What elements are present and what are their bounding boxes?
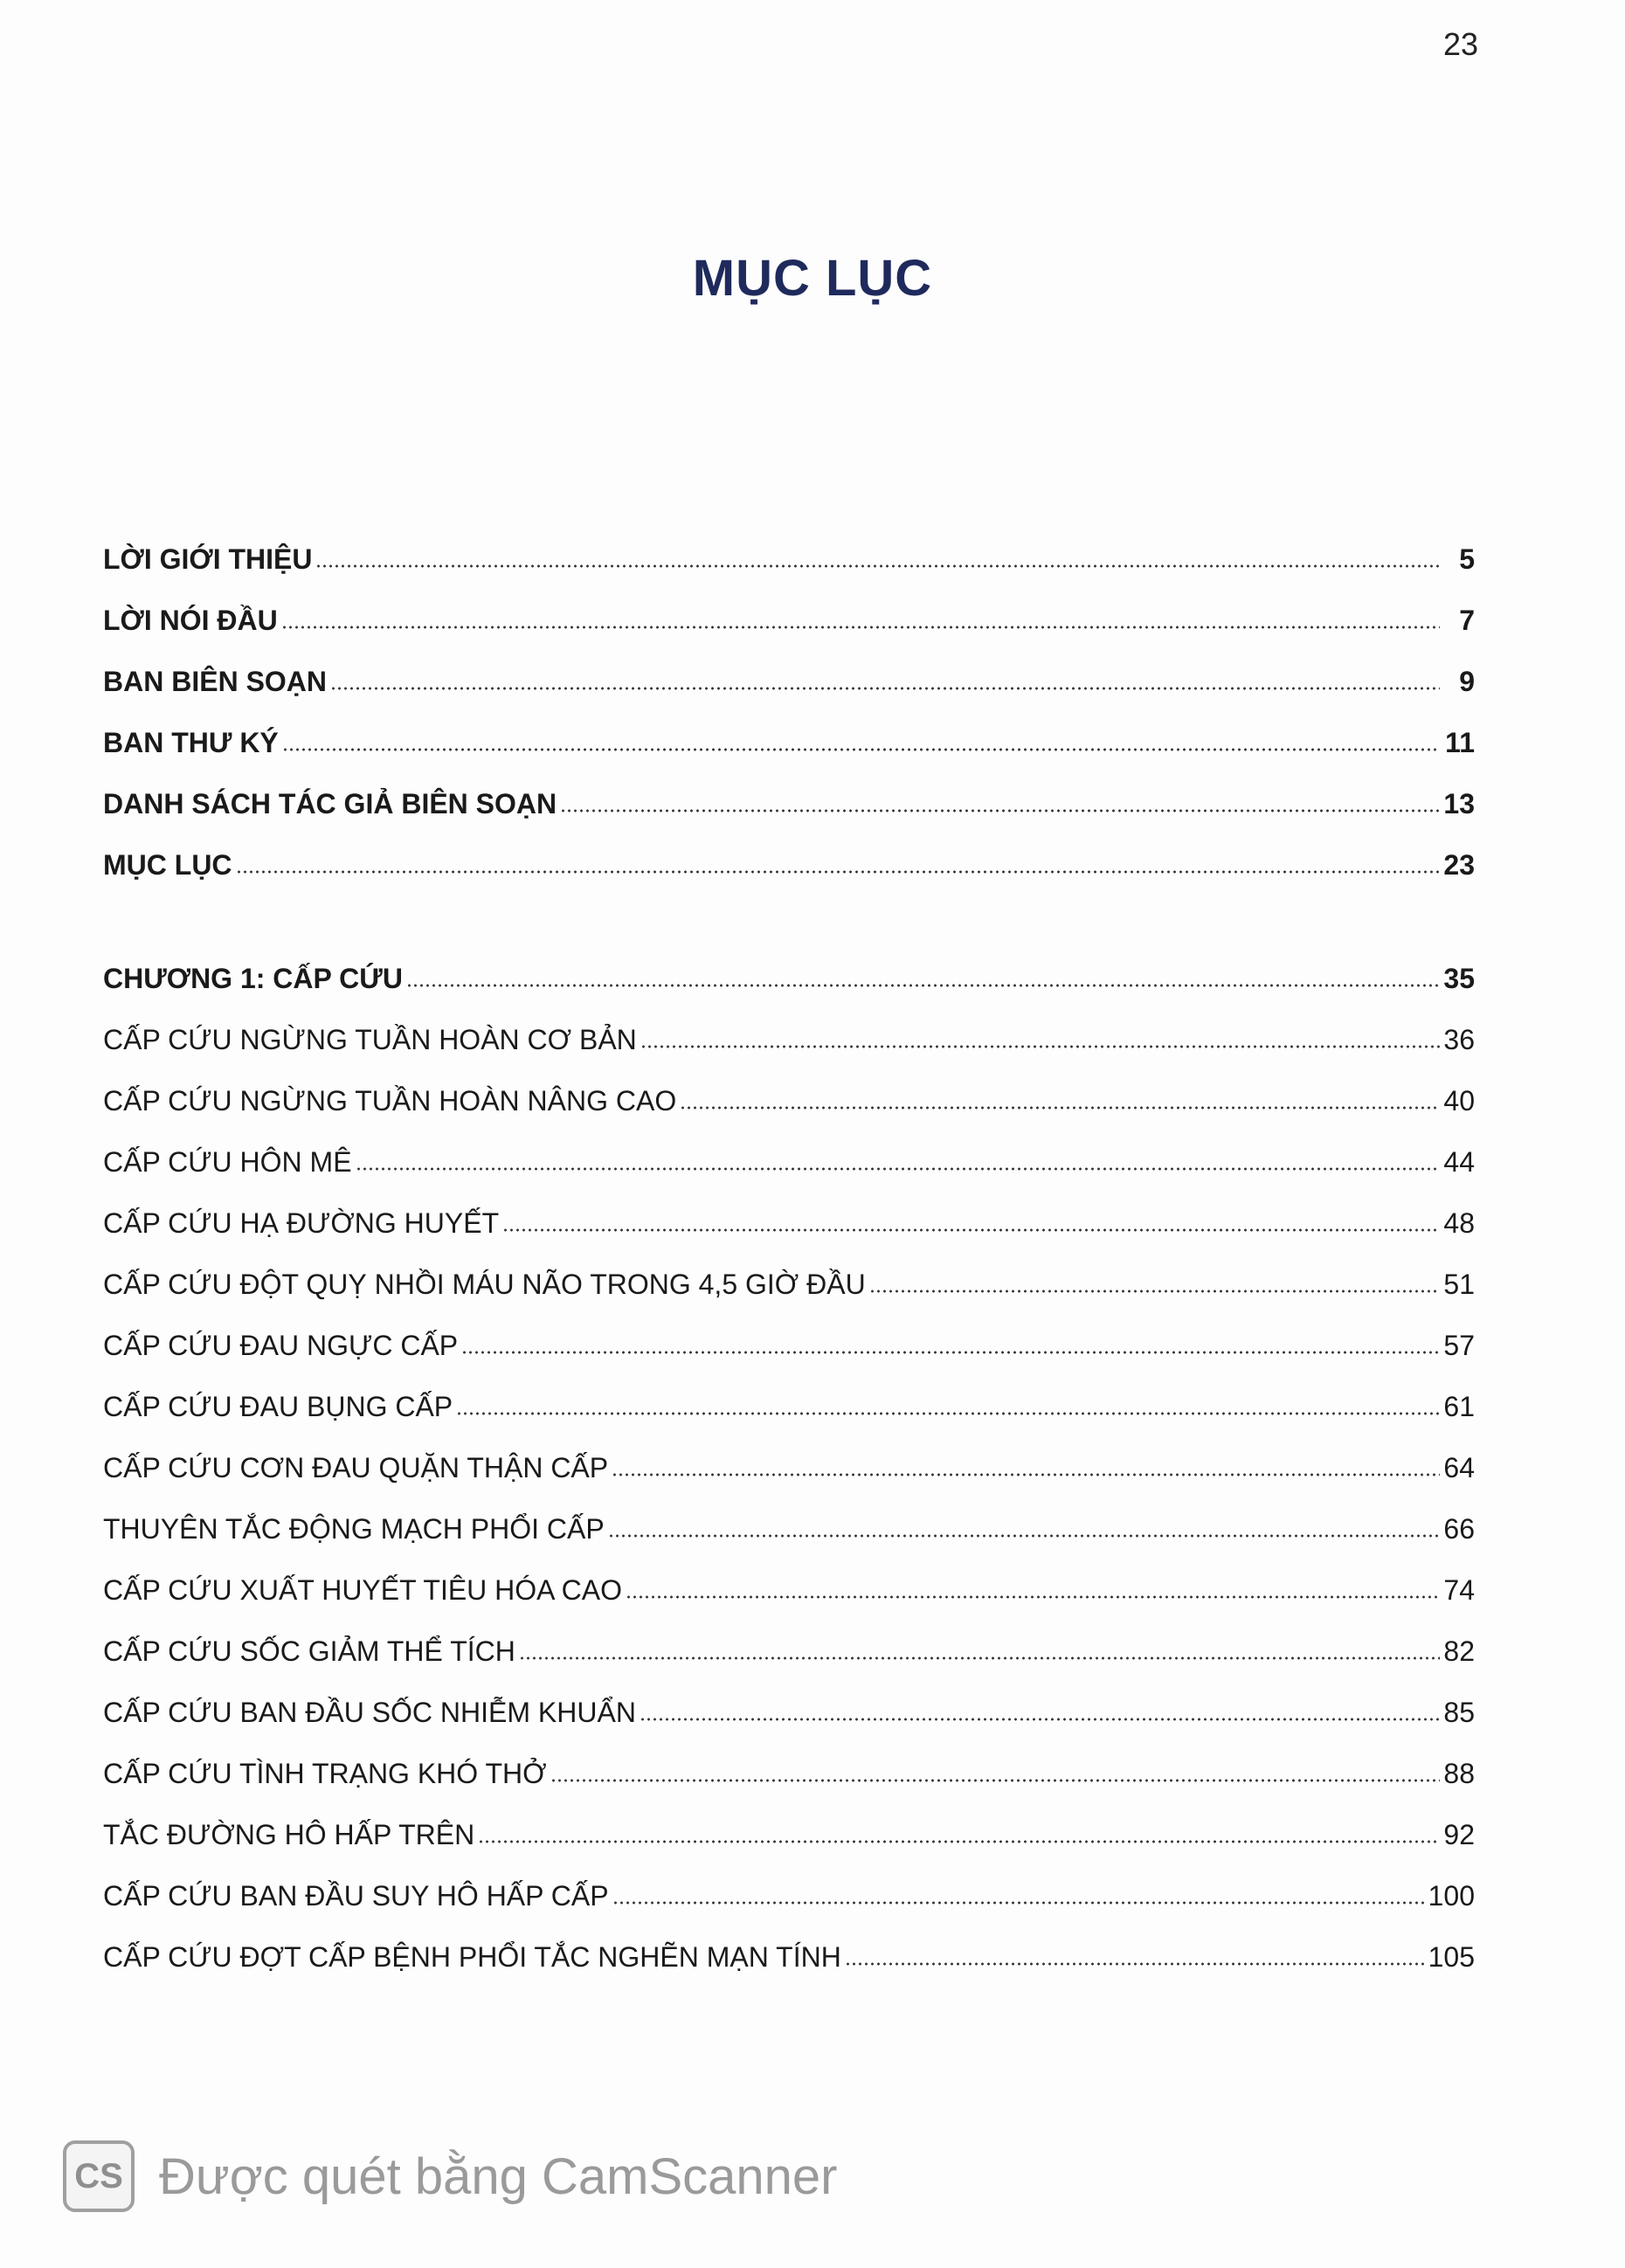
toc-entry-page: 44 (1443, 1146, 1475, 1178)
toc-entry[interactable] (103, 1363, 1475, 1424)
dot-leader (612, 1899, 1425, 1906)
scanner-watermark (63, 2140, 838, 2212)
toc-entry[interactable] (103, 1791, 1475, 1852)
toc-entry-label: CẤP CỨU XUẤT HUYẾT TIÊU HÓA CAO (103, 1574, 622, 1606)
toc-entry[interactable] (103, 1485, 1475, 1546)
dot-leader (406, 982, 1440, 989)
chapter-heading-page: 35 (1443, 963, 1475, 994)
toc-entry-label: CẤP CỨU CƠN ĐAU QUẶN THẬN CẤP (103, 1452, 609, 1483)
toc-entry-page: 82 (1443, 1635, 1475, 1667)
toc-entry-page: 48 (1443, 1207, 1475, 1239)
toc-entry-page: 105 (1428, 1941, 1475, 1973)
dot-leader (640, 1716, 1440, 1723)
toc-entry-label: CẤP CỨU ĐAU BỤNG CẤP (103, 1391, 453, 1422)
table-of-contents (103, 515, 1475, 1974)
toc-entry[interactable] (103, 1730, 1475, 1791)
toc-entry[interactable] (103, 1913, 1475, 1974)
toc-entry[interactable] (103, 1118, 1475, 1179)
toc-entry-label: CẤP CỨU NGỪNG TUẦN HOÀN NÂNG CAO (103, 1085, 677, 1117)
chapter-heading-label: CHƯƠNG 1: CẤP CỨU (103, 963, 403, 994)
watermark-text: Được quét bằng CamScanner (159, 2147, 838, 2205)
toc-entry-label: TẮC ĐƯỜNG HÔ HẤP TRÊN (103, 1819, 475, 1850)
toc-entry-label: BAN BIÊN SOẠN (103, 666, 328, 697)
toc-entry-label: CẤP CỨU NGỪNG TUẦN HOÀN CƠ BẢN (103, 1024, 637, 1055)
toc-entry[interactable] (103, 577, 1475, 638)
toc-entry-page: 7 (1459, 605, 1475, 636)
dot-leader (478, 1838, 1440, 1845)
dot-leader (626, 1594, 1440, 1601)
front-matter-list (103, 515, 1475, 882)
dot-leader (502, 1227, 1440, 1234)
chapter-heading-entry[interactable] (103, 935, 1475, 996)
toc-entry-page: 64 (1443, 1452, 1475, 1483)
dot-leader (608, 1532, 1440, 1539)
toc-entry-label: CẤP CỨU SỐC GIẢM THỂ TÍCH (103, 1635, 515, 1667)
toc-entry[interactable] (103, 1302, 1475, 1363)
toc-entry[interactable] (103, 1057, 1475, 1118)
toc-entry-page: 100 (1428, 1880, 1475, 1912)
toc-entry-page: 11 (1445, 727, 1475, 758)
dot-leader (680, 1104, 1440, 1111)
toc-entry-label: CẤP CỨU ĐAU NGỰC CẤP (103, 1330, 459, 1361)
dot-leader (236, 868, 1440, 875)
toc-entry-page: 9 (1459, 666, 1475, 697)
toc-entry-page: 40 (1443, 1085, 1475, 1117)
toc-entry-page: 57 (1443, 1330, 1475, 1361)
page-title: MỤC LỤC (692, 250, 933, 307)
toc-entry[interactable] (103, 1179, 1475, 1241)
toc-entry-label: BAN THƯ KÝ (103, 727, 279, 758)
chapter-entries-list (103, 996, 1475, 1974)
toc-entry[interactable] (103, 1669, 1475, 1730)
toc-entry-label: LỜI GIỚI THIỆU (103, 543, 313, 575)
toc-entry-label: CẤP CỨU ĐỘT QUỴ NHỒI MÁU NÃO TRONG 4,5 GIỜ ĐẦU (103, 1269, 866, 1300)
toc-entry[interactable] (103, 1546, 1475, 1608)
toc-entry[interactable] (103, 1852, 1475, 1913)
toc-entry-page: 5 (1459, 543, 1475, 575)
toc-entry[interactable] (103, 515, 1475, 577)
camscanner-logo-icon: CS (63, 2140, 135, 2212)
toc-entry-label: MỤC LỤC (103, 849, 232, 881)
toc-entry-page: 13 (1443, 788, 1475, 819)
dot-leader (550, 1777, 1440, 1784)
toc-entry-page: 92 (1443, 1819, 1475, 1850)
dot-leader (461, 1349, 1440, 1356)
toc-entry-label: THUYÊN TẮC ĐỘNG MẠCH PHỔI CẤP (103, 1513, 605, 1545)
toc-entry-label: CẤP CỨU ĐỢT CẤP BỆNH PHỔI TẮC NGHẼN MẠN TÍNH (103, 1941, 841, 1973)
toc-entry[interactable] (103, 699, 1475, 760)
page-number: 23 (1442, 26, 1478, 62)
toc-entry[interactable] (103, 996, 1475, 1057)
dot-leader (356, 1165, 1440, 1172)
toc-entry[interactable] (103, 638, 1475, 699)
toc-entry-page: 61 (1443, 1391, 1475, 1422)
toc-entry-page: 36 (1443, 1024, 1475, 1055)
toc-entry-label: DANH SÁCH TÁC GIẢ BIÊN SOẠN (103, 788, 557, 819)
toc-entry-page: 23 (1443, 849, 1475, 881)
dot-leader (282, 746, 1440, 753)
toc-entry[interactable] (103, 760, 1475, 821)
toc-entry-page: 51 (1443, 1269, 1475, 1300)
dot-leader (845, 1960, 1425, 1967)
toc-entry-label: CẤP CỨU BAN ĐẦU SỐC NHIỄM KHUẨN (103, 1697, 636, 1728)
toc-entry-page: 85 (1443, 1697, 1475, 1728)
dot-leader (640, 1043, 1440, 1050)
dot-leader (519, 1655, 1440, 1662)
dot-leader (456, 1410, 1440, 1417)
toc-entry-page: 88 (1443, 1758, 1475, 1789)
dot-leader (560, 807, 1440, 814)
dot-leader (612, 1471, 1440, 1478)
toc-entry[interactable] (103, 1424, 1475, 1485)
section-spacer (103, 882, 1475, 935)
toc-entry-label: CẤP CỨU HẠ ĐƯỜNG HUYẾT (103, 1207, 500, 1239)
toc-entry-label: CẤP CỨU TÌNH TRẠNG KHÓ THỞ (103, 1758, 547, 1789)
dot-leader (869, 1288, 1440, 1295)
toc-entry[interactable] (103, 1241, 1475, 1302)
toc-entry[interactable] (103, 821, 1475, 882)
toc-entry-page: 66 (1443, 1513, 1475, 1545)
dot-leader (315, 563, 1440, 570)
dot-leader (281, 624, 1440, 631)
dot-leader (330, 685, 1440, 692)
toc-entry-label: LỜI NÓI ĐẦU (103, 605, 278, 636)
toc-entry-label: CẤP CỨU BAN ĐẦU SUY HÔ HẤP CẤP (103, 1880, 609, 1912)
toc-entry-page: 74 (1443, 1574, 1475, 1606)
toc-entry-label: CẤP CỨU HÔN MÊ (103, 1146, 352, 1178)
toc-entry[interactable] (103, 1608, 1475, 1669)
